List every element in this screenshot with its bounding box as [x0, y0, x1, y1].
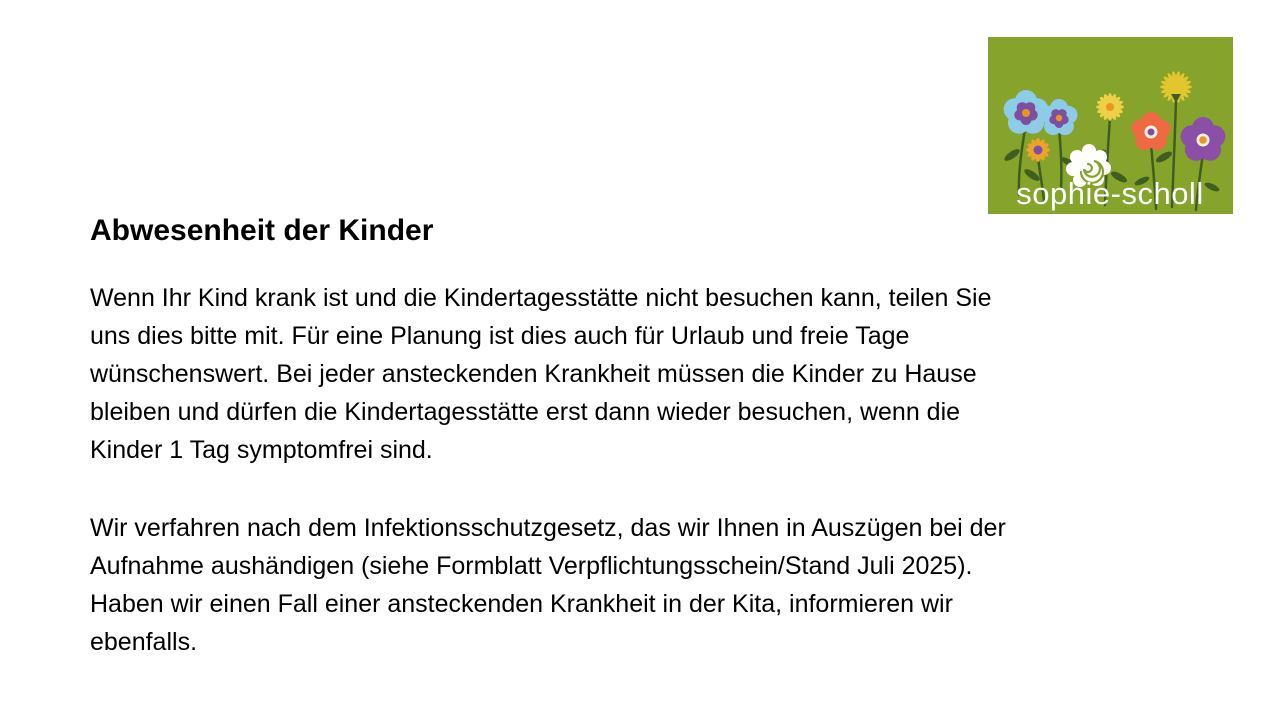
logo-wordmark: sophie-scholl: [1016, 176, 1204, 211]
text-line: Wir verfahren nach dem Infektionsschutzgesetz, das wir Ihnen in Auszügen bei der: [90, 514, 1006, 542]
text-line: wünschenswert. Bei jeder ansteckenden Krankheit müssen die Kinder zu Hause: [90, 360, 977, 388]
text-line: ebenfalls.: [90, 628, 198, 656]
text-line: Aufnahme aushändigen (siehe Formblatt Verpflichtungsschein/Stand Juli 2025).: [90, 552, 973, 580]
text-line: uns dies bitte mit. Für eine Planung ist dies auch für Urlaub und freie Tage: [90, 322, 910, 350]
text-line: Wenn Ihr Kind krank ist und die Kindertagesstätte nicht besuchen kann, teilen Sie: [90, 284, 992, 312]
text-line: Haben wir einen Fall einer ansteckenden Krankheit in der Kita, informieren wir: [90, 590, 953, 618]
body-paragraphs: [90, 279, 1190, 701]
page-title: Abwesenheit der Kinder: [90, 214, 434, 247]
text-line: bleiben und dürfen die Kindertagesstätte erst dann wieder besuchen, wenn die: [90, 398, 961, 426]
paragraph: [90, 509, 1190, 661]
paragraph: [90, 279, 1190, 469]
text-line: Kinder 1 Tag symptomfrei sind.: [90, 436, 433, 464]
sophie-scholl-logo: [988, 37, 1233, 214]
